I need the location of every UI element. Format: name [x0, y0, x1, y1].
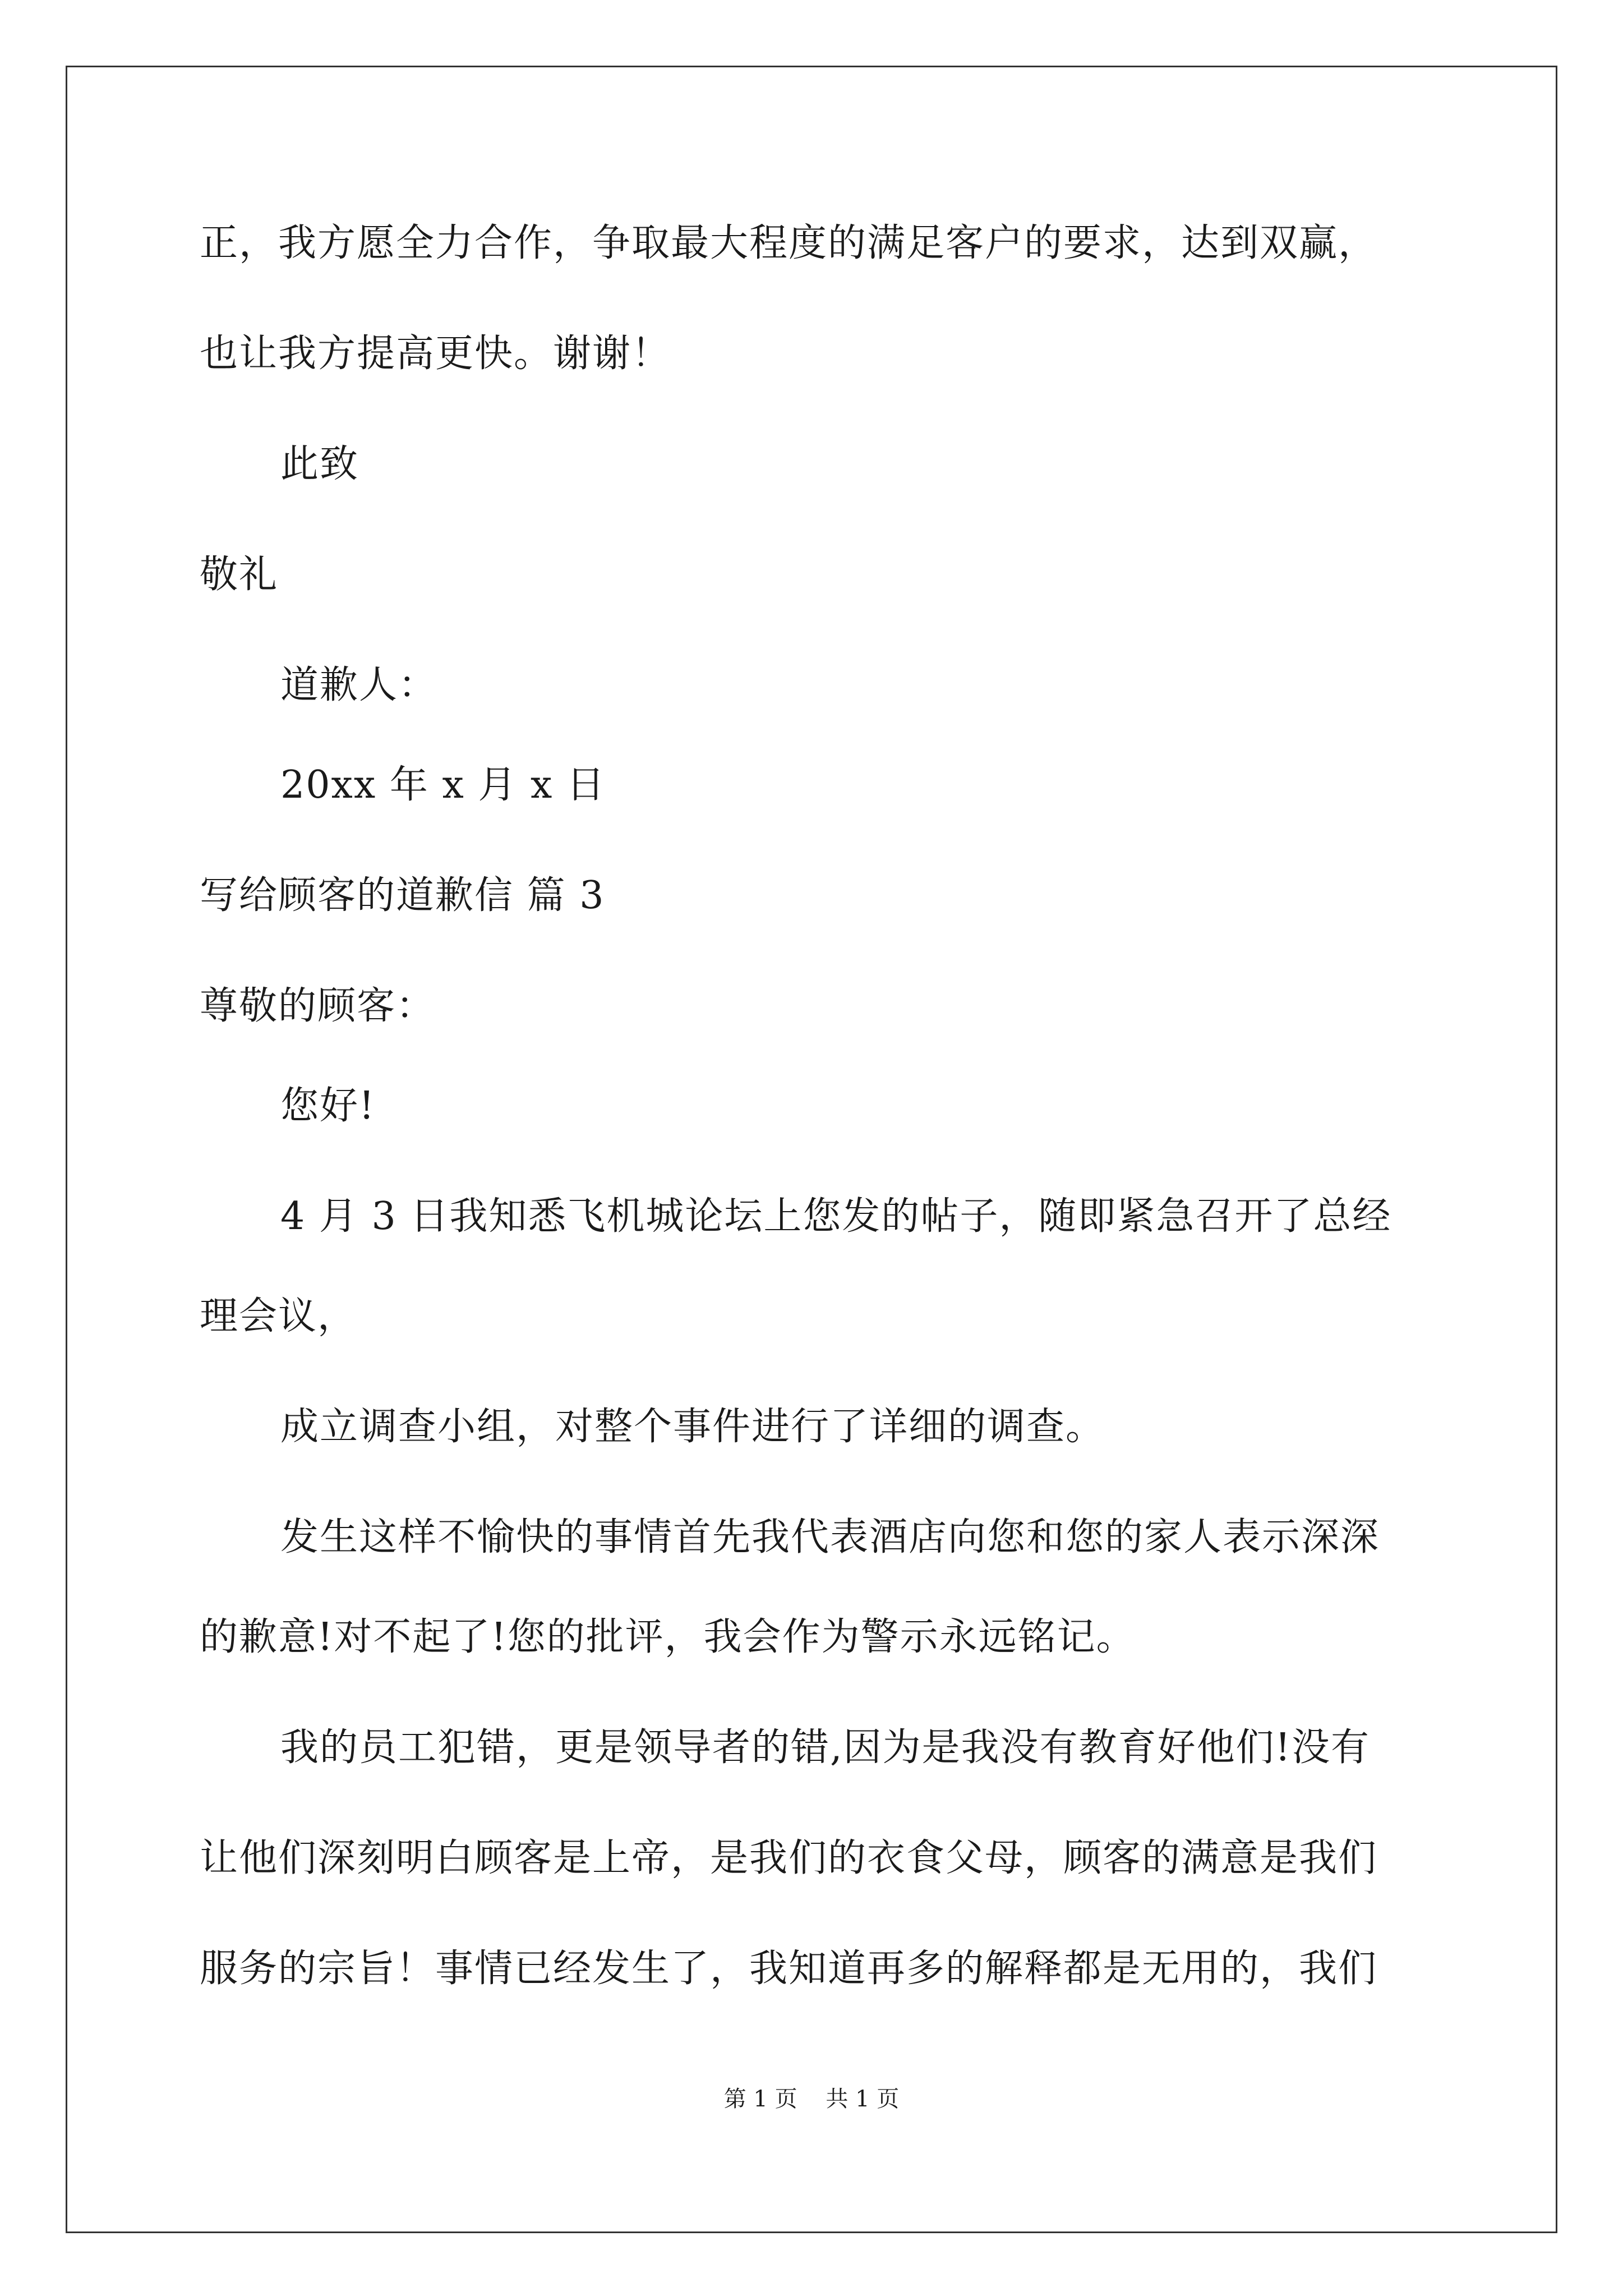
body-line: 也让我方提高更快。谢谢！: [200, 332, 671, 376]
body-line: 的歉意!对不起了!您的批评，我会作为警示永远铭记。: [200, 1615, 1136, 1659]
section-heading: 写给顾客的道歉信 篇 3: [200, 873, 605, 918]
body-line: 服务的宗旨！事情已经发生了，我知道再多的解释都是无用的，我们: [200, 1947, 1378, 1991]
body-line: 理会议，: [200, 1294, 357, 1338]
greeting-hello: 您好!: [280, 1084, 376, 1128]
page-border: [66, 66, 1557, 2233]
closing-salutation: 此致: [280, 442, 359, 486]
body-line: 发生这样不愉快的事情首先我代表酒店向您和您的家人表示深深: [280, 1515, 1380, 1559]
greeting: 尊敬的顾客：: [200, 984, 436, 1028]
body-line: 我的员工犯错，更是领导者的错,因为是我没有教育好他们!没有: [280, 1726, 1370, 1770]
body-line: 成立调查小组，对整个事件进行了详细的调查。: [280, 1405, 1105, 1449]
date-line: 20xx 年 x 月 x 日: [280, 763, 606, 807]
signature-label: 道歉人：: [280, 663, 438, 707]
body-line: 4 月 3 日我知悉飞机城论坛上您发的帖子，随即紧急召开了总经: [280, 1194, 1392, 1239]
body-line: 正，我方愿全力合作，争取最大程度的满足客户的要求，达到双赢，: [200, 221, 1378, 265]
body-line: 让他们深刻明白顾客是上帝，是我们的衣食父母，顾客的满意是我们: [200, 1836, 1378, 1880]
page-number-footer: 第 1 页 共 1 页: [723, 2086, 900, 2112]
closing-regards: 敬礼: [200, 553, 279, 597]
